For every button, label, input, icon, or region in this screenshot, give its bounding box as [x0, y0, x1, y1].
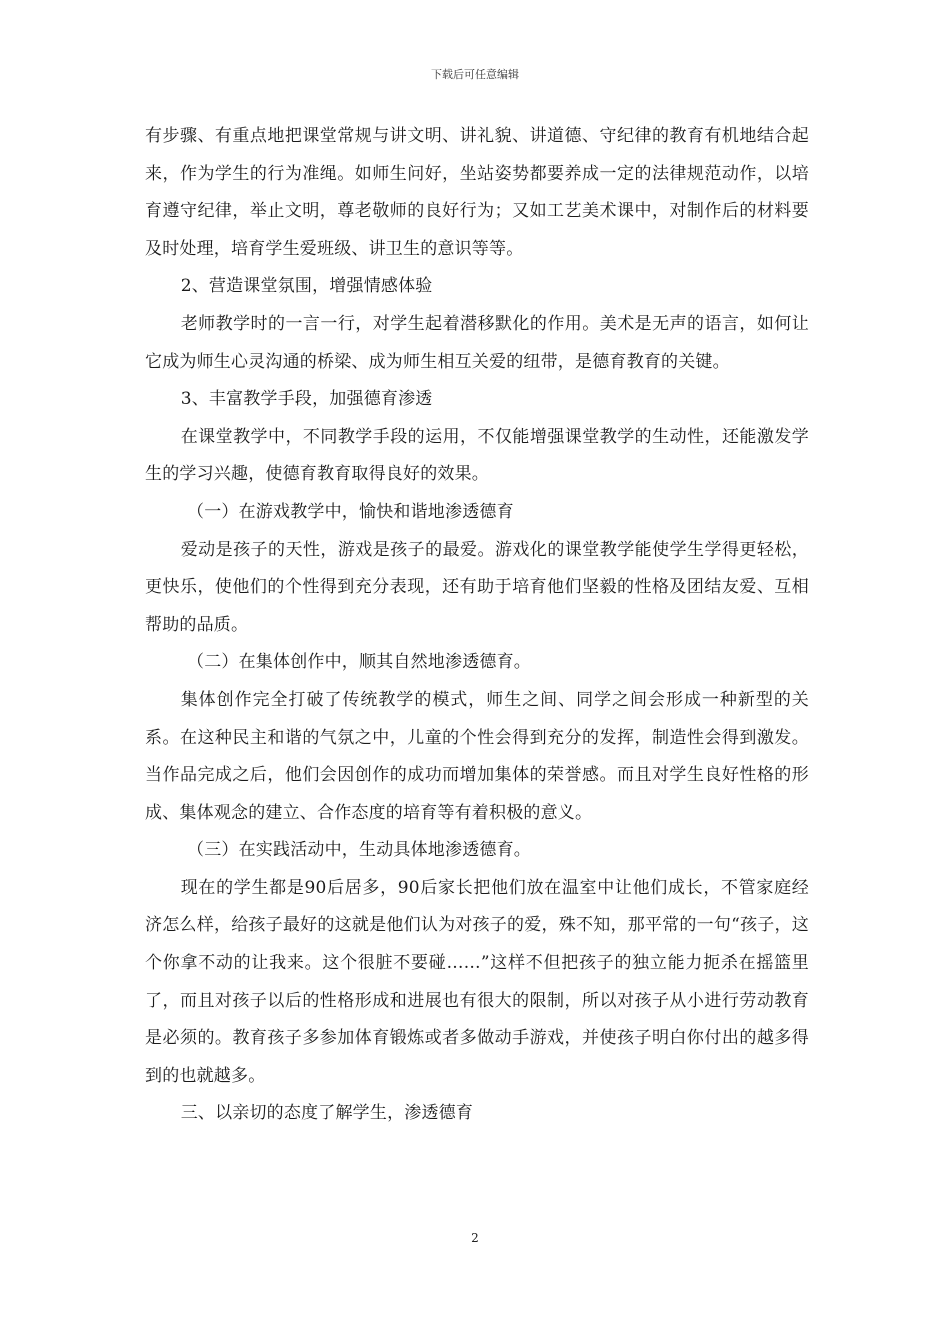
paragraph: 爱动是孩子的天性，游戏是孩子的最爱。游戏化的课堂教学能使学生学得更轻松，更快乐，使他们的个性得到充分表现，还有助于培育他们坚毅的性格及团结友爱、互相帮助的品质。 — [145, 539, 809, 635]
section-heading: 2、营造课堂氛围，增强情感体验 — [180, 276, 433, 297]
section-heading: 3、丰富教学手段，加强德育渗透 — [180, 389, 433, 410]
paragraph: 现在的学生都是90后居多，90后家长把他们放在温室中让他们成长，不管家庭经济怎么样，给孩子最好的这就是他们认为对孩子的爱，殊不知，那平常的一句“孩子，这个你拿不动的让我来。这个很脏不要碰……”这样不但把孩子的独立能力扼杀在摇篮里了，而且对孩子以后的性格形成和进展也有很大的限制，所以对孩子从小进行劳动教育是必须的。教育孩子多参加体育锻炼或者多做动手游戏，并使孩子明白你付出的越多得到的也就越多。 — [145, 877, 809, 1086]
paragraph: 集体创作完全打破了传统教学的模式，师生之间、同学之间会形成一种新型的关系。在这种民主和谐的气氛之中，儿童的个性会得到充分的发挥，制造性会得到激发。当作品完成之后，他们会因创作的成功而增加集体的荣誉感。而且对学生良好性格的形成、集体观念的建立、合作态度的培育等有着积极的意义。 — [145, 689, 809, 823]
section-heading: 三、以亲切的态度了解学生，渗透德育 — [180, 1103, 474, 1124]
subsection-heading: （三）在实践活动中，生动具体地渗透德育。 — [187, 840, 531, 861]
page-header: 下载后可任意编辑 — [431, 68, 519, 81]
subsection-heading: （二）在集体创作中，顺其自然地渗透德育。 — [187, 652, 531, 673]
paragraph: 有步骤、有重点地把课堂常规与讲文明、讲礼貌、讲道德、守纪律的教育有机地结合起来，作为学生的行为准绳。如师生问好，坐站姿势都要养成一定的法律规范动作，以培育遵守纪律，举止文明，尊老敬师的良好行为；又如工艺美术课中，对制作后的材料要及时处理，培育学生爱班级、讲卫生的意识等等。 — [145, 126, 809, 259]
paragraph: 在课堂教学中，不同教学手段的运用，不仅能增强课堂教学的生动性，还能激发学生的学习兴趣，使德育教育取得良好的效果。 — [145, 426, 809, 485]
paragraph: 老师教学时的一言一行，对学生起着潜移默化的作用。美术是无声的语言，如何让它成为师生心灵沟通的桥梁、成为师生相互关爱的纽带，是德育教育的关键。 — [145, 313, 809, 372]
document-body — [145, 118, 809, 1133]
page-number: 2 — [471, 1231, 479, 1245]
subsection-heading: （一）在游戏教学中，愉快和谐地渗透德育 — [187, 501, 514, 522]
